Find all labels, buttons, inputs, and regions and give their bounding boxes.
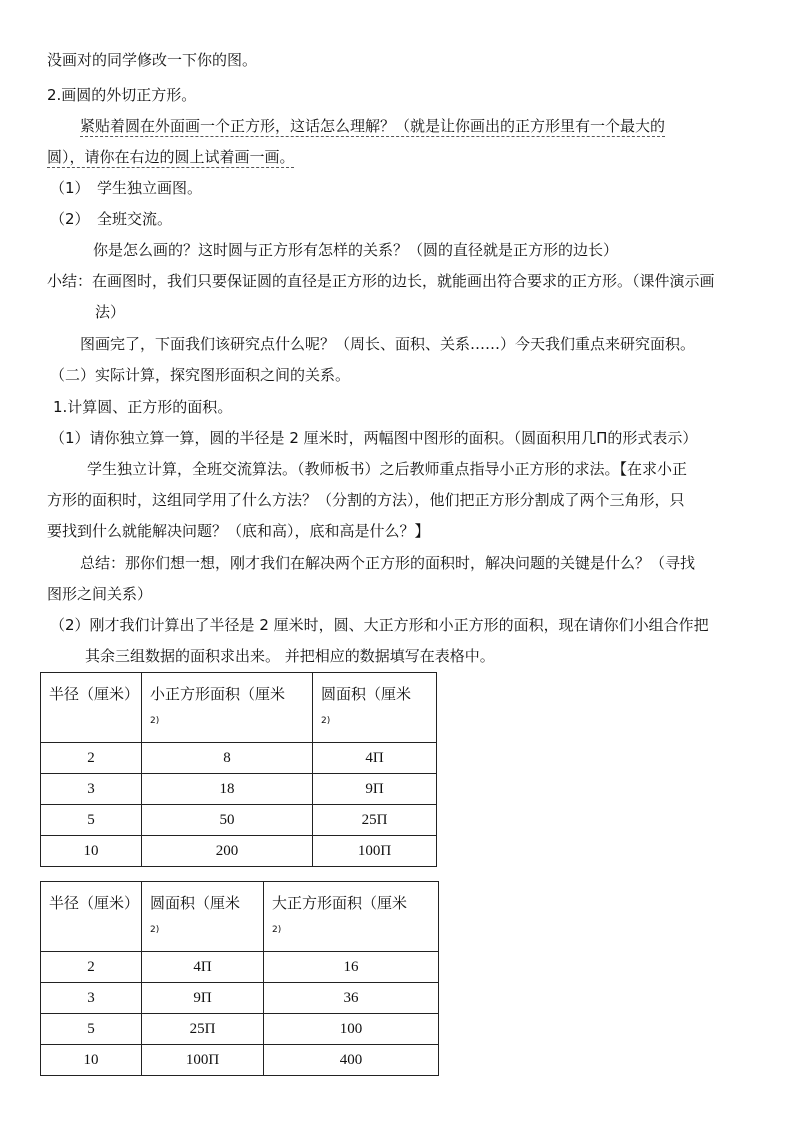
text-line: 法） xyxy=(95,303,126,321)
area-table-small-square xyxy=(40,672,437,867)
text-line: 紧贴着圆在外面画一个正方形，这话怎么理解？（就是让你画出的正方形里有一个最大的 xyxy=(80,117,666,135)
table-cell: 10 xyxy=(41,836,142,867)
text-line: 图画完了，下面我们该研究点什么呢？（周长、面积、关系……）今天我们重点来研究面积。 xyxy=(80,335,696,353)
header-label: 大正方形面积（厘米 xyxy=(272,894,408,912)
table-cell: 2 xyxy=(41,743,142,774)
table-cell: 5 xyxy=(41,1014,142,1045)
header-cell xyxy=(142,882,264,952)
table-cell: 4Π xyxy=(142,952,264,983)
table-cell: 25Π xyxy=(142,1014,264,1045)
table-row xyxy=(41,983,439,1014)
table-row xyxy=(41,1045,439,1076)
table-cell: 36 xyxy=(264,983,439,1014)
list-item: （1） 学生独立画图。 xyxy=(50,179,203,197)
table-cell: 50 xyxy=(142,805,313,836)
table-header-row xyxy=(41,882,439,952)
text-line: 你是怎么画的？这时圆与正方形有怎样的关系？（圆的直径就是正方形的边长） xyxy=(93,241,619,259)
table-cell: 5 xyxy=(41,805,142,836)
header-label: 半径（厘米） xyxy=(49,685,140,703)
table-cell: 400 xyxy=(264,1045,439,1076)
table-cell: 25Π xyxy=(313,805,437,836)
section-heading: 1.计算圆、正方形的面积。 xyxy=(53,398,233,416)
table-cell: 100 xyxy=(264,1014,439,1045)
header-cell xyxy=(264,882,439,952)
table-cell: 3 xyxy=(41,774,142,805)
table-row xyxy=(41,836,437,867)
table-cell: 9Π xyxy=(313,774,437,805)
header-unit-sup: 2) xyxy=(150,716,160,726)
header-label: 小正方形面积（厘米 xyxy=(150,685,286,703)
table-header-row xyxy=(41,673,437,743)
section-heading: 2.画圆的外切正方形。 xyxy=(47,86,197,104)
header-cell xyxy=(313,673,437,743)
table-cell: 4Π xyxy=(313,743,437,774)
header-cell xyxy=(142,673,313,743)
table-cell: 200 xyxy=(142,836,313,867)
text-line: （2）刚才我们计算出了半径是 2 厘米时，圆、大正方形和小正方形的面积，现在请你们小组合作把 xyxy=(50,616,709,634)
header-unit-sup: 2) xyxy=(321,716,331,726)
table-cell: 100Π xyxy=(313,836,437,867)
area-table-large-square xyxy=(40,881,439,1076)
table-row xyxy=(41,774,437,805)
table-row xyxy=(41,743,437,774)
header-label: 半径（厘米） xyxy=(49,894,140,912)
header-cell xyxy=(41,673,142,743)
text-line: 方形的面积时，这组同学用了什么方法？（分割的方法），他们把正方形分割成了两个三角形，只 xyxy=(47,491,685,509)
text-line: 图形之间关系） xyxy=(47,585,153,603)
summary-line: 小结：在画图时，我们只要保证圆的直径是正方形的边长，就能画出符合要求的正方形。（课件演示画 xyxy=(47,272,715,290)
header-label: 圆面积（厘米 xyxy=(150,894,241,912)
table-cell: 8 xyxy=(142,743,313,774)
header-label: 圆面积（厘米 xyxy=(321,685,412,703)
text-line: （1）请你独立算一算，圆的半径是 2 厘米时，两幅图中图形的面积。（圆面积用几Π的形式表示） xyxy=(50,429,698,447)
text-line: 没画对的同学修改一下你的图。 xyxy=(47,51,258,69)
table-cell: 2 xyxy=(41,952,142,983)
header-unit-sup: 2) xyxy=(272,925,282,935)
table-cell: 10 xyxy=(41,1045,142,1076)
table-cell: 18 xyxy=(142,774,313,805)
text-line: 要找到什么就能解决问题？（底和高），底和高是什么？】 xyxy=(47,522,430,540)
table-row xyxy=(41,1014,439,1045)
list-item: （2） 全班交流。 xyxy=(50,210,173,228)
table-cell: 100Π xyxy=(142,1045,264,1076)
table-cell: 9Π xyxy=(142,983,264,1014)
table-row xyxy=(41,805,437,836)
header-unit-sup: 2) xyxy=(150,925,160,935)
table-cell: 3 xyxy=(41,983,142,1014)
table-row xyxy=(41,952,439,983)
table-cell: 16 xyxy=(264,952,439,983)
text-line: 圆），请你在右边的圆上试着画一画。 xyxy=(47,148,295,166)
section-heading: （二）实际计算，探究图形面积之间的关系。 xyxy=(50,366,351,384)
text-line: 其余三组数据的面积求出来。 并把相应的数据填写在表格中。 xyxy=(85,647,495,665)
summary-line: 总结：那你们想一想，刚才我们在解决两个正方形的面积时，解决问题的关键是什么？（寻找 xyxy=(80,554,696,572)
header-cell xyxy=(41,882,142,952)
text-line: 学生独立计算，全班交流算法。（教师板书）之后教师重点指导小正方形的求法。【在求小正 xyxy=(87,460,688,478)
